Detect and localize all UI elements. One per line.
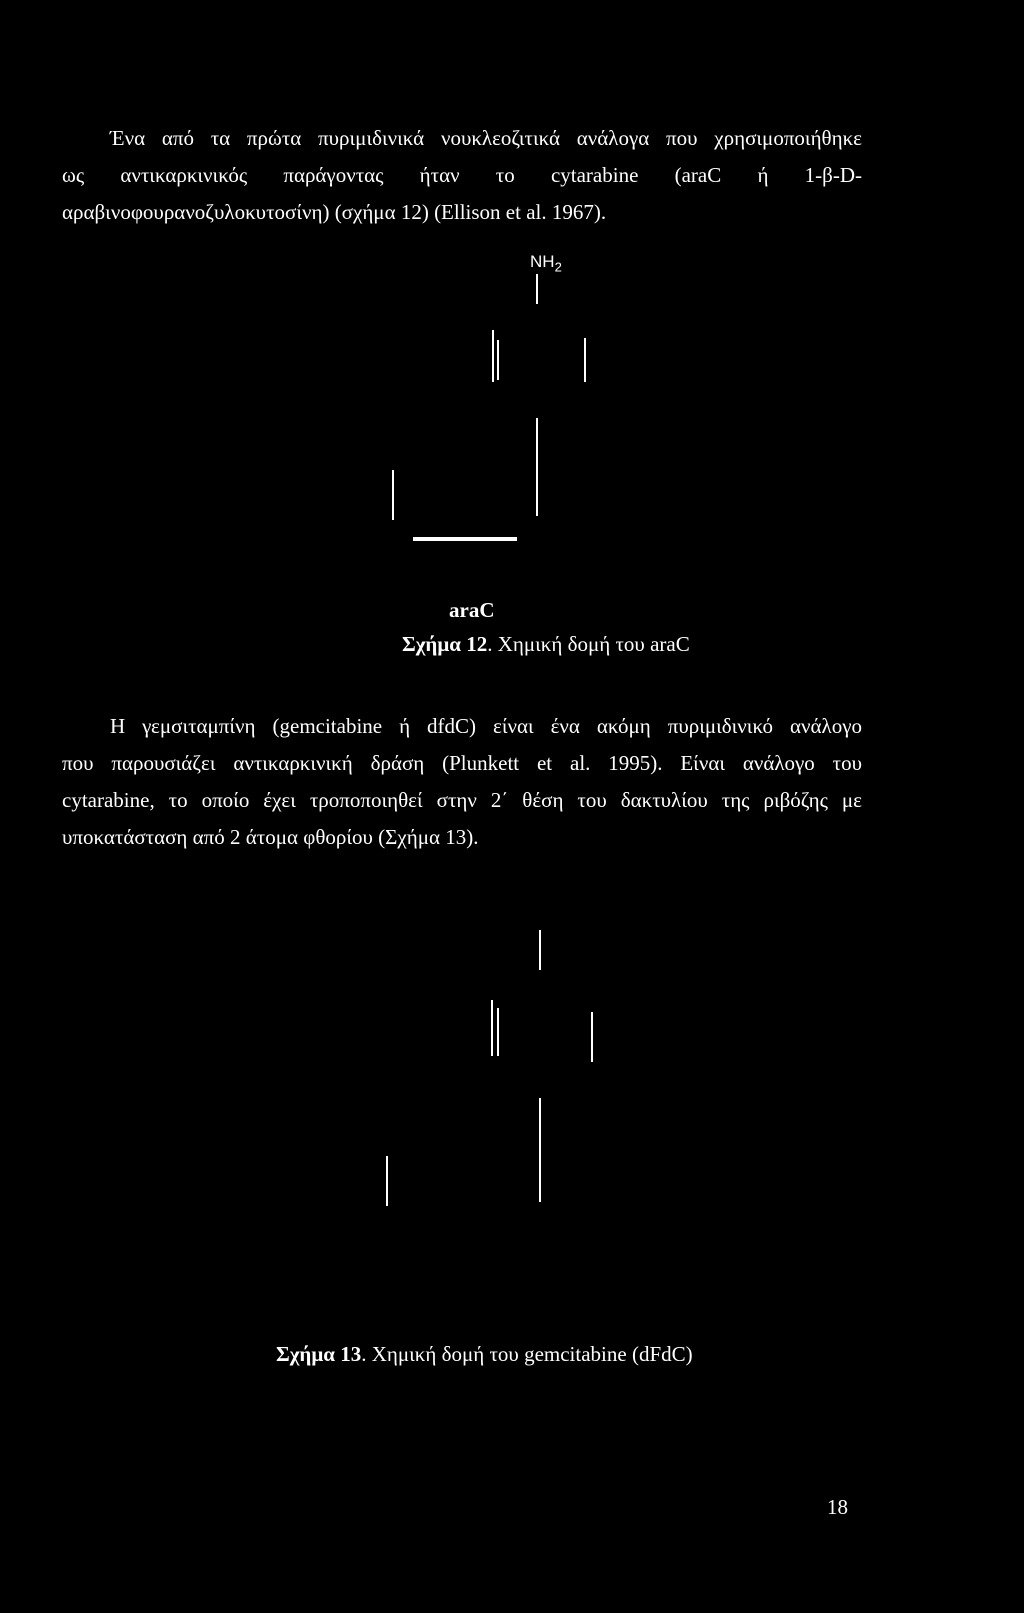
paragraph-line: Η γεμσιταμπίνη (gemcitabine ή dfdC) είναι ένα ακόμη πυριμιδινικό ανάλογο	[110, 714, 862, 738]
bond-line	[539, 1098, 541, 1202]
paragraph-intro-cytarabine	[62, 120, 862, 231]
bond-line	[536, 418, 538, 516]
paragraph-line: αραβινοφουρανοζυλοκυτοσίνη) (σχήμα 12) (Ellison et al. 1967).	[62, 200, 607, 224]
paragraph-line: Ένα από τα πρώτα πυριμιδινικά νουκλεοζιτικά ανάλογα που χρησιμοποιήθηκε	[110, 126, 862, 150]
bond-line	[497, 1008, 499, 1056]
bond-line	[536, 274, 538, 304]
figure-12-caption	[402, 632, 690, 657]
bond-line	[497, 340, 499, 380]
bond-line	[392, 470, 394, 520]
wedge-bond	[413, 537, 517, 541]
nh2-label: $NH_2$	[530, 252, 562, 275]
bond-line	[591, 1012, 593, 1062]
paragraph-line: ως αντικαρκινικός παράγοντας ήταν το cytarabine (araC ή 1-β-D-	[62, 163, 862, 187]
paragraph-line: cytarabine, το οποίο έχει τροποποιηθεί στην 2΄ θέση του δακτυλίου της ριβόζης με	[62, 788, 862, 812]
paragraph-line: υποκατάσταση από 2 άτομα φθορίου (Σχήμα 13).	[62, 825, 479, 849]
paragraph-line: που παρουσιάζει αντικαρκινική δράση (Plunkett et al. 1995). Είναι ανάλογο του	[62, 751, 862, 775]
bond-line	[539, 930, 541, 970]
figure-13-caption	[276, 1342, 693, 1367]
caption-label: Σχήμα 12	[402, 632, 488, 656]
bond-line	[386, 1156, 388, 1206]
caption-text: . Χημική δομή του araC	[487, 632, 690, 656]
bond-line	[491, 1000, 493, 1056]
compound-label: araC	[449, 598, 495, 622]
bond-line	[584, 338, 586, 382]
paragraph-gemcitabine	[62, 708, 862, 856]
caption-label: Σχήμα 13	[276, 1342, 362, 1366]
page-number: 18	[827, 1495, 848, 1519]
caption-text: . Χημική δομή του gemcitabine (dFdC)	[361, 1342, 693, 1366]
bond-line	[492, 330, 494, 382]
